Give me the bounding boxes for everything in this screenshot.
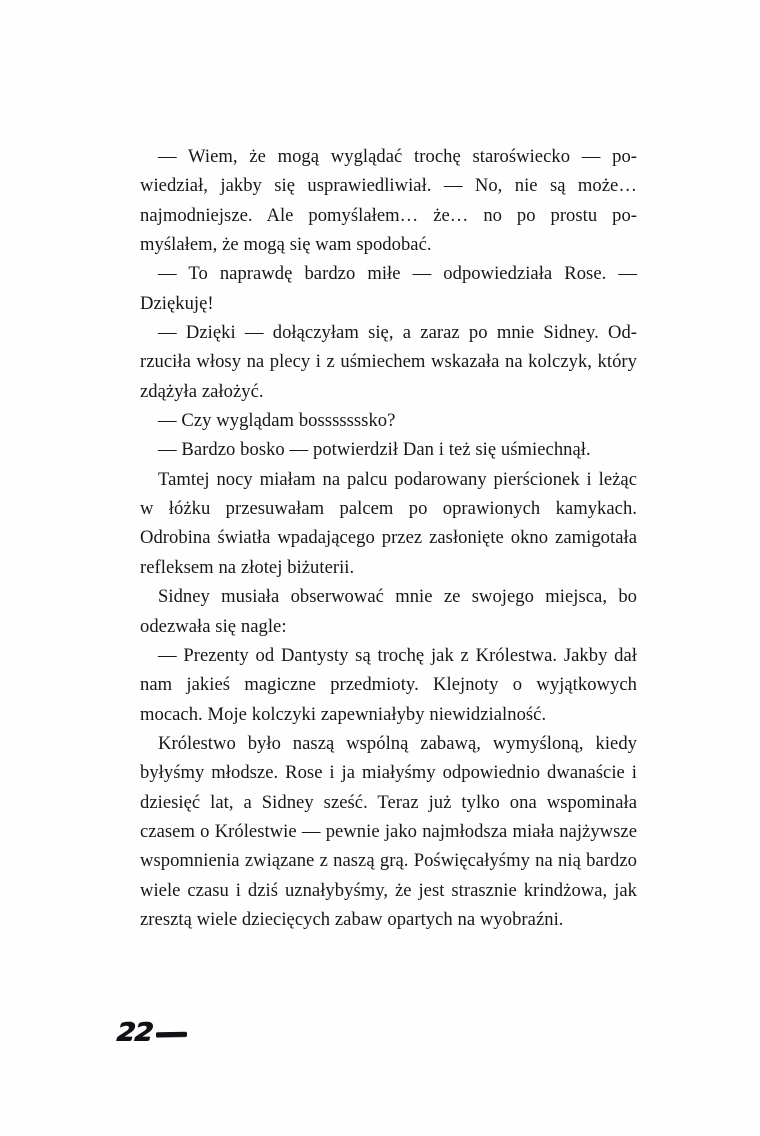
paragraph: Tamtej nocy miałam na palcu podarowany pierścionek i leżąc w łóżku przesuwałam palcem po oprawionych kamykach. Odrobina światła wpadającego przez zasłonięte okno zamigotała refleksem na złotej biżuterii. [140, 468, 637, 578]
paragraph: Sidney musiała obserwować mnie ze swojego miejsca, bo odezwała się nagle: [140, 586, 637, 637]
paragraph: — Dzięki — dołączyłam się, a zaraz po mnie Sidney. Odrzuciła włosy na plecy i z uśmiechem wskazała na kolczyk, który zdążyła założyć. [140, 322, 637, 402]
paragraph: — To naprawdę bardzo miłe — odpowiedziała Rose. — Dziękuję! [140, 263, 637, 314]
paragraph: — Wiem, że mogą wyglądać trochę staroświecko — powiedział, jakby się usprawiedliwiał. — No, nie są może… najmodniejsze. Ale pomyślałem… że… no po prostu pomyślałem, że mogą się wam spodobać. [140, 146, 637, 256]
paragraph: — Prezenty od Dantysty są trochę jak z Królestwa. Jakby dał nam jakieś magiczne przedmioty. Klejnoty o wyjątkowych mocach. Moje kolczyki zapewniałyby niewidzialność. [140, 644, 637, 725]
folio-dash-icon [156, 1032, 187, 1037]
paragraph: Królestwo było naszą wspólną zabawą, wymyśloną, kiedy byłyśmy młodsze. Rose i ja miałyśmy odpowiednio dwanaście i dziesięć lat, a Sidney sześć. Teraz już tylko ona wspominała czasem o Królestwie — pewnie jako najmłodsza miała najżywsze wspomnienia związane z naszą grą. Poświęcałyśmy na nią bardzo wiele czasu i dziś uznałybyśmy, że jest strasznie krindżowa, jak zresztą wiele dziecięcych zabaw opartych na wyobraźni. [140, 732, 637, 930]
page-number: 22 [115, 1018, 154, 1047]
page-folio [116, 1018, 187, 1045]
paragraph: — Bardzo bosko — potwierdził Dan i też się uśmiechnął. [158, 439, 591, 461]
body-text-column [140, 142, 637, 934]
paragraph: — Czy wyglądam bosssssssko? [158, 410, 396, 432]
